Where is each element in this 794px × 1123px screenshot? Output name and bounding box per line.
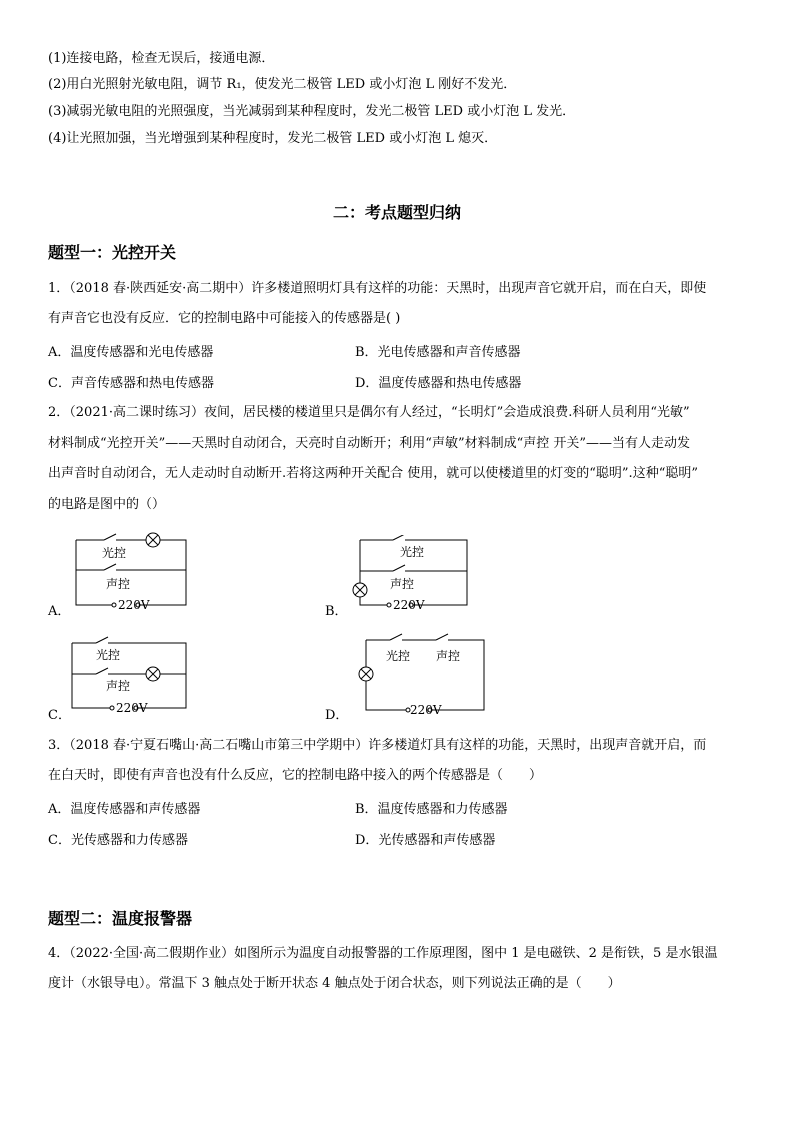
circuit-d-diagram [350, 630, 490, 720]
circuit-a-sound-switch: 声控 [106, 577, 131, 591]
section-title: 二：考点题型归纳 [332, 203, 461, 222]
circuit-b-voltage: 220V [393, 598, 425, 612]
circuit-b-label: B． [325, 604, 348, 619]
q3-line1: 3．（2018 春·宁夏石嘴山·高二石嘴山市第三中学期中）许多楼道灯具有这样的功能，天黑时，出现声音就开启，而 [48, 738, 707, 753]
circuit-c-label: C． [48, 708, 71, 723]
q2-line2: 材料制成“光控开关”——天黑时自动闭合，天亮时自动断开；利用“声敏”材料制成“声控 开关”——当有人走动发 [48, 436, 691, 451]
q1-line2: 有声音它也没有反应．它的控制电路中可能接入的传感器是( ) [48, 311, 401, 326]
q1-line1: 1．（2018 春·陕西延安·高二期中）许多楼道照明灯具有这样的功能：天黑时，出现声音它就开启，而在白天，即使 [48, 281, 707, 296]
circuit-c-voltage: 220V [116, 701, 148, 715]
step-3: (3)减弱光敏电阻的光照强度，当光减弱到某种程度时，发光二极管 LED 或小灯泡 L 发光． [48, 104, 576, 119]
q1-option-b: B．光电传感器和声音传感器 [355, 345, 521, 360]
circuit-a-label: A． [48, 604, 71, 619]
q3-line2: 在白天时，即使有声音也没有什么反应，它的控制电路中接入的两个传感器是（ ） [48, 768, 543, 783]
q1-option-d: D．温度传感器和热电传感器 [355, 376, 522, 391]
circuit-d-light-switch: 光控 [386, 649, 411, 663]
type2-title: 题型二：温度报警器 [48, 909, 193, 928]
q3-option-c: C．光传感器和力传感器 [48, 833, 188, 848]
q4-line2: 度计（水银导电）。常温下 3 触点处于断开状态 4 触点处于闭合状态，则下列说法正确的是（ ） [48, 976, 621, 991]
q2-line3: 出声音时自动闭合，无人走动时自动断开.若将这两种开关配合 使用，就可以使楼道里的灯变的“聪明”.这种“聪明” [48, 466, 698, 481]
q3-option-d: D．光传感器和声传感器 [355, 833, 496, 848]
q2-line4: 的电路是图中的（） [48, 497, 166, 512]
q4-line1: 4．（2022·全国·高二假期作业）如图所示为温度自动报警器的工作原理图，图中 1 是电磁铁、2 是衔铁，5 是水银温 [48, 946, 718, 961]
step-1: (1)连接电路，检查无误后，接通电源． [48, 51, 275, 66]
circuit-c-sound-switch: 声控 [106, 679, 131, 693]
circuit-c-diagram [66, 636, 196, 718]
step-2: (2)用白光照射光敏电阻，调节 R₁，使发光二极管 LED 或小灯泡 L 刚好不发光． [48, 77, 517, 92]
circuit-c-light-switch: 光控 [96, 648, 121, 662]
q2-line1: 2．（2021·高二课时练习）夜间，居民楼的楼道里只是偶尔有人经过，“长明灯”会造成浪费.科研人员利用“光敏” [48, 405, 690, 420]
q3-option-b: B．温度传感器和力传感器 [355, 802, 508, 817]
circuit-a-voltage: 220V [118, 598, 150, 612]
q1-option-c: C．声音传感器和热电传感器 [48, 376, 214, 391]
circuit-b-diagram [345, 535, 475, 615]
circuit-a-light-switch: 光控 [102, 546, 127, 560]
circuit-b-sound-switch: 声控 [390, 577, 415, 591]
circuit-a-diagram [66, 530, 196, 615]
type1-title: 题型一：光控开关 [48, 243, 177, 262]
q1-option-a: A．温度传感器和光电传感器 [48, 345, 214, 360]
circuit-d-sound-switch: 声控 [436, 649, 461, 663]
q3-option-a: A．温度传感器和声传感器 [48, 802, 201, 817]
step-4: (4)让光照加强，当光增强到某种程度时，发光二极管 LED 或小灯泡 L 熄灭． [48, 131, 498, 146]
circuit-b-light-switch: 光控 [400, 545, 425, 559]
circuit-d-voltage: 220V [410, 703, 442, 717]
circuit-d-label: D． [325, 708, 349, 723]
